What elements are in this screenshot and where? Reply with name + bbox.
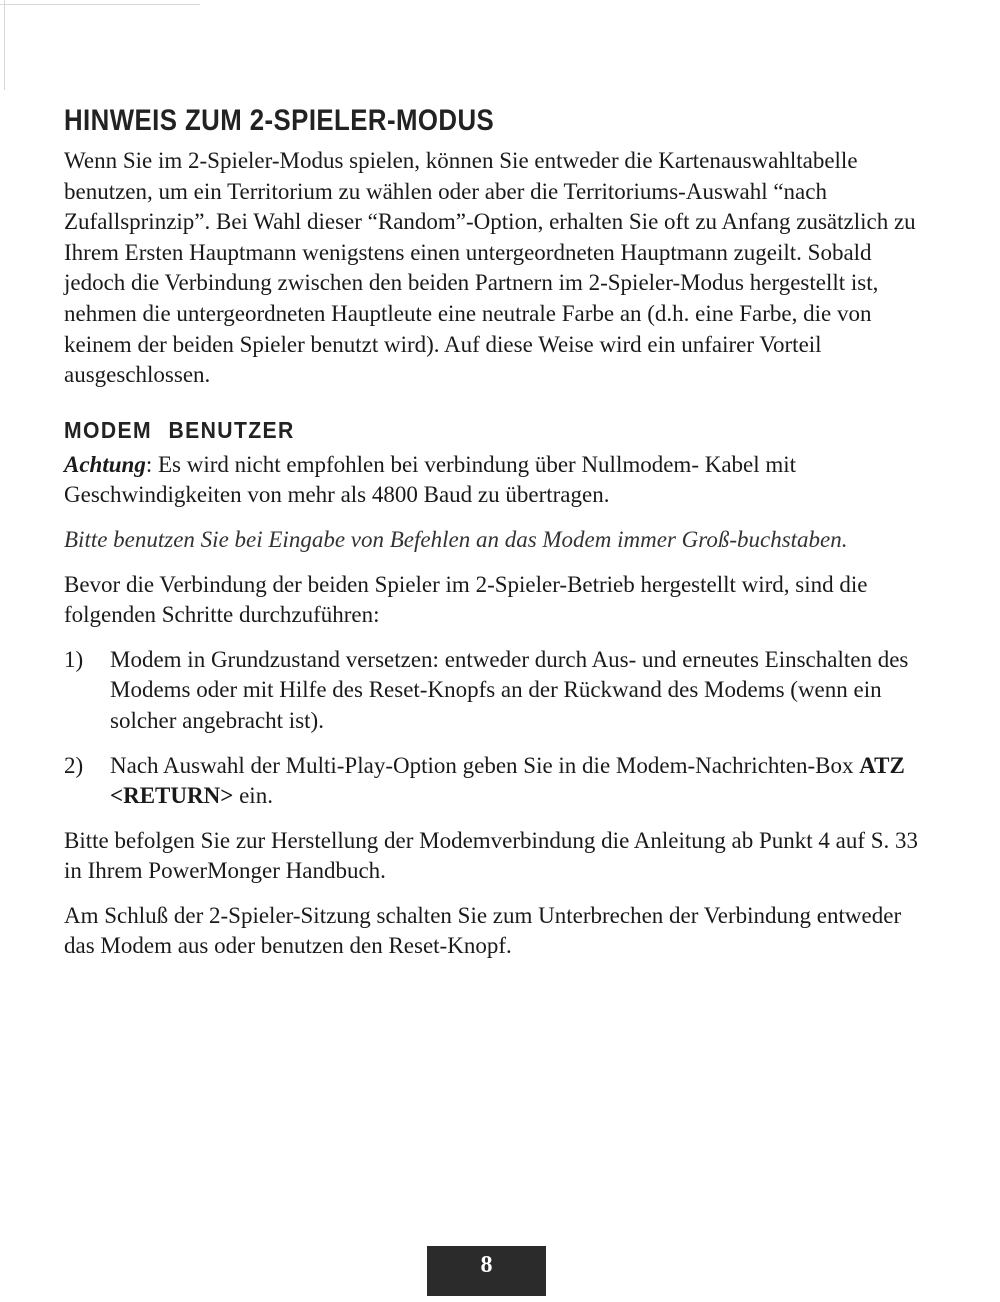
scan-edge-line [0, 4, 200, 5]
section-heading-2-player-mode: HINWEIS ZUM 2-SPIELER-MODUS [64, 104, 495, 137]
uppercase-note: Bitte benutzen Sie bei Eingabe von Befehlen an das Modem immer Groß-buchstaben. [64, 526, 848, 552]
list-item [64, 645, 934, 737]
step-number: 1) [64, 646, 84, 672]
intro-paragraph: Wenn Sie im 2-Spieler-Modus spielen, können Sie entweder die Kartenauswahltabelle benutzen, um ein Territorium zu wählen oder aber die Territoriums-Auswahl “nach Zufallsprinzip”. Bei Wahl dieser “Random”-Option, erhalten Sie oft zu Anfang zusätzlich zu Ihrem Ersten Hauptmann wenigstens einen untergeordneten Hauptmann zugeilt. Sobald jedoch die Verbindung zwischen den beiden Partnern im 2-Spieler-Modus hergestellt ist, nehmen die untergeordneten Hauptleute eine neutrale Farbe an (d.h. eine Farbe, die von keinem der beiden Spieler benutzt wird). Auf diese Weise wird ein unfairer Vorteil ausgeschlossen. [64, 148, 916, 388]
end-session-paragraph: Am Schluß der 2-Spieler-Sitzung schalten Sie zum Unterbrechen der Verbindung entweder das Modem aus oder benutzen den Reset-Knopf. [64, 902, 902, 959]
warning-label: Achtung [64, 451, 146, 477]
modem-command: ATZ <RETURN> [110, 752, 905, 809]
scan-edge-line [4, 0, 5, 90]
step-text-end: ein. [233, 783, 273, 809]
step-number: 2) [64, 752, 84, 778]
follow-instructions-paragraph: Bitte befolgen Sie zur Herstellung der Modemverbindung die Anleitung ab Punkt 4 auf S. 33 in Ihrem PowerMonger Handbuch. [64, 827, 919, 884]
page-number: 8 [427, 1246, 546, 1296]
step-text: Modem in Grundzustand versetzen: entweder durch Aus- und erneutes Einschalten des Modems oder mit Hilfe des Reset-Knopfs an der Rückwand des Modems (wenn ein solcher angebracht ist). [110, 646, 909, 733]
section-heading-modem-users: MODEM BENUTZER [64, 416, 295, 443]
steps-list [64, 645, 934, 812]
page-content [64, 104, 934, 976]
step-text: Nach Auswahl der Multi-Play-Option geben Sie in die Modem-Nachrichten-Box [110, 752, 860, 778]
warning-text: : Es wird nicht empfohlen bei verbindung über Nullmodem- Kabel mit Geschwindigkeiten von mehr als 4800 Baud zu übertragen. [64, 451, 797, 508]
steps-intro-paragraph: Bevor die Verbindung der beiden Spieler im 2-Spieler-Betrieb hergestellt wird, sind die folgenden Schritte durchzuführen: [64, 571, 868, 628]
list-item [64, 751, 934, 812]
warning-paragraph [64, 450, 934, 511]
